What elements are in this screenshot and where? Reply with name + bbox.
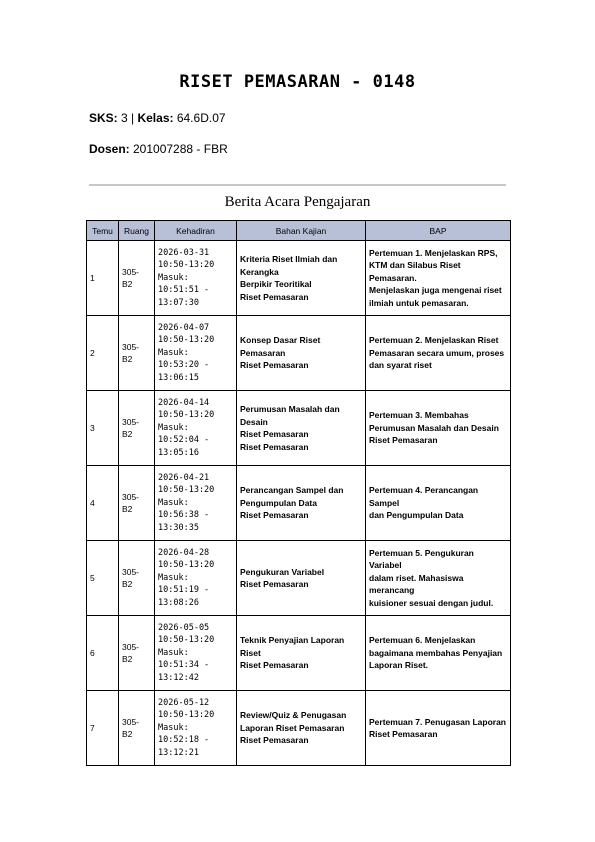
- lecturer-info: [89, 142, 228, 156]
- teaching-report-table: [86, 220, 511, 766]
- cell-ruang: 305- B2: [119, 466, 155, 541]
- kelas-value: 64.6D.07: [173, 111, 226, 125]
- cell-temu: 2: [87, 316, 119, 391]
- cell-bahan-kajian: Teknik Penyajian Laporan Riset Riset Pemasaran: [237, 616, 366, 691]
- header-ruang: Ruang: [119, 221, 155, 241]
- cell-kehadiran: 2026-04-21 10:50-13:20 Masuk: 10:56:38 - 13:30:35: [155, 466, 237, 541]
- cell-temu: 5: [87, 541, 119, 616]
- cell-bap: Pertemuan 3. Membahas Perumusan Masalah dan Desain Riset Pemasaran: [366, 391, 511, 466]
- cell-ruang: 305- B2: [119, 241, 155, 316]
- table-row: [87, 241, 511, 316]
- header-bap: BAP: [366, 221, 511, 241]
- cell-kehadiran: 2026-03-31 10:50-13:20 Masuk: 10:51:51 - 13:07:30: [155, 241, 237, 316]
- kelas-label: Kelas:: [137, 111, 174, 125]
- header-bahan-kajian: Bahan Kajian: [237, 221, 366, 241]
- cell-bap: Pertemuan 1. Menjelaskan RPS, KTM dan Silabus Riset Pemasaran. Menjelaskan juga mengenai riset ilmiah untuk pemasaran.: [366, 241, 511, 316]
- dosen-label: Dosen:: [89, 142, 130, 156]
- table-row: [87, 541, 511, 616]
- cell-temu: 6: [87, 616, 119, 691]
- table-row: [87, 616, 511, 691]
- table-body: [87, 241, 511, 766]
- cell-bap: Pertemuan 6. Menjelaskan bagaimana membahas Penyajian Laporan Riset.: [366, 616, 511, 691]
- cell-kehadiran: 2026-04-07 10:50-13:20 Masuk: 10:53:20 - 13:06:15: [155, 316, 237, 391]
- cell-bap: Pertemuan 7. Penugasan Laporan Riset Pemasaran: [366, 691, 511, 766]
- cell-ruang: 305- B2: [119, 316, 155, 391]
- cell-temu: 4: [87, 466, 119, 541]
- header-kehadiran: Kehadiran: [155, 221, 237, 241]
- table-row: [87, 391, 511, 466]
- cell-temu: 7: [87, 691, 119, 766]
- sks-value: 3 |: [117, 111, 138, 125]
- table-row: [87, 691, 511, 766]
- cell-bahan-kajian: Konsep Dasar Riset Pemasaran Riset Pemasaran: [237, 316, 366, 391]
- cell-kehadiran: 2026-04-14 10:50-13:20 Masuk: 10:52:04 - 13:05:16: [155, 391, 237, 466]
- cell-bahan-kajian: Kriteria Riset Ilmiah dan Kerangka Berpikir Teoritikal Riset Pemasaran: [237, 241, 366, 316]
- divider: [89, 184, 506, 186]
- sks-label: SKS:: [89, 111, 118, 125]
- section-title: Berita Acara Pengajaran: [224, 194, 371, 210]
- table-row: [87, 466, 511, 541]
- cell-bap: Pertemuan 5. Pengukuran Variabel dalam riset. Mahasiswa merancang kuisioner sesuai dengan judul.: [366, 541, 511, 616]
- cell-kehadiran: 2026-04-28 10:50-13:20 Masuk: 10:51:19 - 13:08:26: [155, 541, 237, 616]
- cell-bap: Pertemuan 2. Menjelaskan Riset Pemasaran secara umum, proses dan syarat riset: [366, 316, 511, 391]
- cell-kehadiran: 2026-05-05 10:50-13:20 Masuk: 10:51:34 - 13:12:42: [155, 616, 237, 691]
- cell-bahan-kajian: Review/Quiz & Penugasan Laporan Riset Pemasaran Riset Pemasaran: [237, 691, 366, 766]
- cell-ruang: 305- B2: [119, 541, 155, 616]
- cell-bahan-kajian: Perumusan Masalah dan Desain Riset Pemasaran Riset Pemasaran: [237, 391, 366, 466]
- dosen-value: 201007288 - FBR: [129, 142, 228, 156]
- course-info: [89, 111, 226, 125]
- cell-temu: 1: [87, 241, 119, 316]
- table-header-row: [87, 221, 511, 241]
- cell-ruang: 305- B2: [119, 616, 155, 691]
- cell-bahan-kajian: Pengukuran Variabel Riset Pemasaran: [237, 541, 366, 616]
- cell-temu: 3: [87, 391, 119, 466]
- table-row: [87, 316, 511, 391]
- cell-bap: Pertemuan 4. Perancangan Sampel dan Pengumpulan Data: [366, 466, 511, 541]
- cell-kehadiran: 2026-05-12 10:50-13:20 Masuk: 10:52:18 - 13:12:21: [155, 691, 237, 766]
- cell-ruang: 305- B2: [119, 691, 155, 766]
- header-temu: Temu: [87, 221, 119, 241]
- document-title: RISET PEMASARAN - 0148: [179, 72, 416, 92]
- cell-bahan-kajian: Perancangan Sampel dan Pengumpulan Data Riset Pemasaran: [237, 466, 366, 541]
- cell-ruang: 305- B2: [119, 391, 155, 466]
